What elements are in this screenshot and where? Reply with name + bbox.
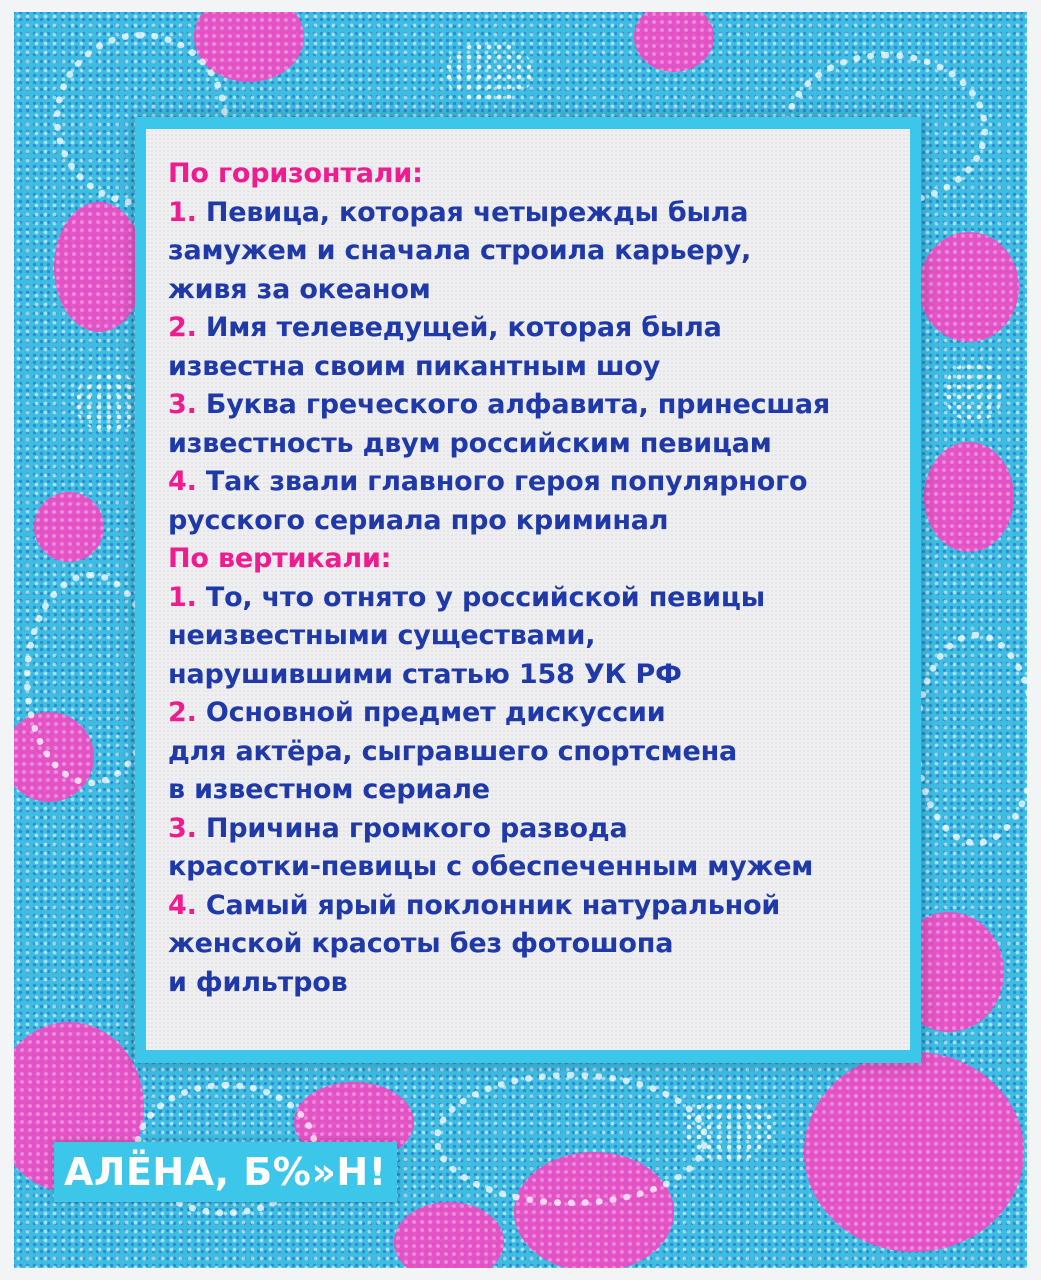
down-clue-2 (168, 694, 928, 810)
clue-number: 3. (168, 812, 197, 844)
crossword-clues-card (135, 117, 921, 1063)
swirl-decoration (914, 632, 1027, 846)
across-clue-1 (168, 194, 928, 310)
down-heading: По вертикали: (168, 543, 392, 574)
clue-text: То, что отнято у российской певицы неизвестными существами, нарушившими статью 158 УК РФ (168, 581, 765, 690)
pink-flower-decoration (924, 442, 1014, 552)
dot-cluster-decoration (74, 372, 144, 432)
clue-text: Причина громкого развода красотки-певицы с обеспеченным мужем (168, 812, 814, 882)
pink-flower-decoration (394, 1202, 504, 1268)
across-clue-4 (168, 463, 928, 540)
clue-number: 1. (168, 196, 197, 228)
swirl-decoration (434, 1072, 708, 1206)
clue-number: 1. (168, 581, 197, 613)
clue-text: Самый ярый поклонник натуральной женской красоты без фотошопа и фильтров (168, 889, 781, 998)
pink-flower-decoration (804, 1052, 1024, 1252)
clue-text: Певица, которая четырежды была замужем и сначала строила карьеру, живя за океаном (168, 196, 752, 305)
pink-flower-decoration (634, 12, 714, 72)
clue-number: 4. (168, 466, 197, 497)
clue-text: Имя телеведущей, которая была известна своим пикантным шоу (168, 312, 722, 382)
clue-number: 4. (168, 889, 197, 921)
pink-flower-decoration (34, 492, 104, 562)
down-clue-3 (168, 810, 928, 887)
across-clue-2 (168, 309, 928, 386)
brand-label: АЛЁНА, Б%»Н! (54, 1142, 397, 1202)
clue-number: 3. (168, 389, 197, 420)
pink-flower-decoration (54, 202, 144, 332)
clues-text (168, 155, 928, 1002)
dot-cluster-decoration (944, 362, 1004, 422)
across-heading: По горизонтали: (168, 158, 423, 189)
dot-cluster-decoration (684, 1092, 774, 1162)
clue-text: Буква греческого алфавита, принесшая известность двум российским певицам (168, 389, 831, 459)
clue-number: 2. (168, 697, 197, 728)
down-clue-1 (168, 579, 928, 695)
dot-cluster-decoration (444, 42, 534, 102)
clue-text: Так звали главного героя популярного русского сериала про криминал (168, 466, 808, 536)
pink-flower-decoration (919, 232, 1019, 342)
down-clue-4 (168, 887, 928, 1003)
clue-number: 2. (168, 312, 197, 343)
across-clue-3 (168, 386, 928, 463)
clue-text: Основной предмет дискуссии для актёра, сыгравшего спортсмена в известном сериале (168, 697, 738, 805)
card-inner (146, 129, 910, 1050)
